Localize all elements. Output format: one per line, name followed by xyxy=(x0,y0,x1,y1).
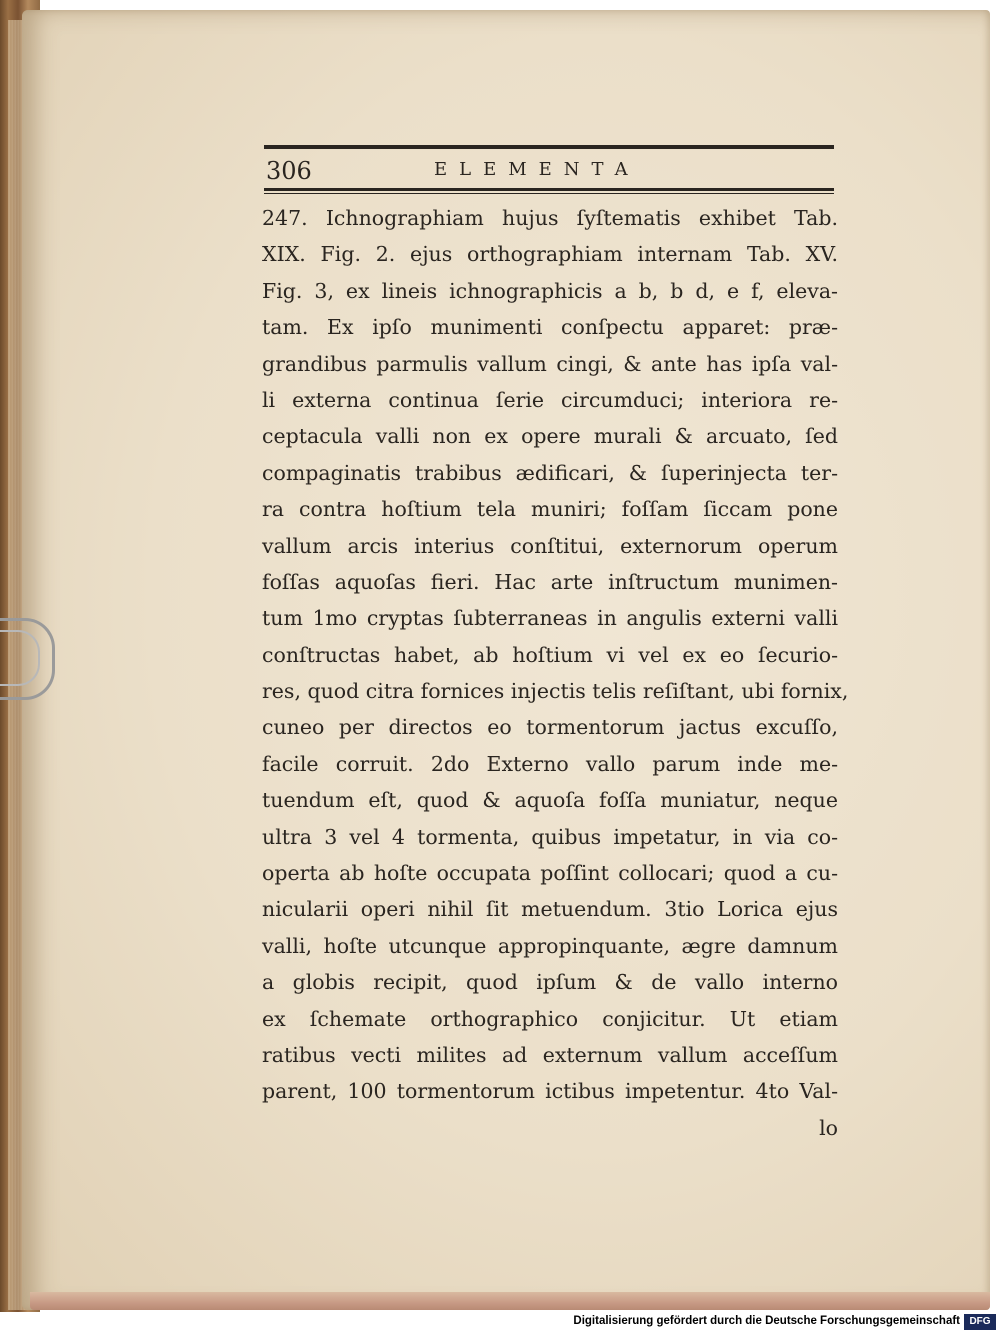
text-line: ceptacula valli non ex opere murali & arcuato, ſed xyxy=(262,424,838,449)
footer-bar xyxy=(0,1312,1000,1333)
catchword: lo xyxy=(819,1115,838,1140)
text-line: operta ab hoſte occupata poſſint collocari; quod a cu- xyxy=(262,861,838,886)
text-line: vallum arcis interius conſtitui, externorum operum xyxy=(262,533,838,558)
text-line: tuendum eſt, quod & aquoſa foſſa muniatur, neque xyxy=(262,788,838,813)
text-line: ultra 3 vel 4 tormenta, quibus impetatur, in via co- xyxy=(262,824,838,849)
page-number: 306 xyxy=(266,157,312,185)
text-line: tum 1mo cryptas ſubterraneas in angulis externi valli xyxy=(262,606,838,631)
footer-credit: Digitalisierung gefördert durch die Deutsche Forschungsgemeinschaft xyxy=(573,1315,960,1327)
text-line: ra contra hoſtium tela muniri; foſſam ſiccam pone xyxy=(262,497,838,522)
text-line: foſſas aquoſas fieri. Hac arte inſtructum munimen- xyxy=(262,569,838,594)
text-line: valli, hoſte utcunque appropinquante, ægre damnum xyxy=(262,933,838,958)
text-line: XIX. Fig. 2. ejus orthographiam internam Tab. XV. xyxy=(262,242,838,267)
text-line: ratibus vecti milites ad externum vallum acceſſum xyxy=(262,1042,838,1067)
text-line: grandibus parmulis vallum cingi, & ante has ipſa val- xyxy=(262,351,838,376)
body-text xyxy=(262,200,849,1146)
text-line: ex ſchemate orthographico conjicitur. Ut etiam xyxy=(262,1006,838,1031)
text-line: res, quod citra fornices injectis telis reſiſtant, ubi fornix, xyxy=(262,679,849,704)
text-line: Fig. 3, ex lineis ichnographicis a b, b d, e f, eleva- xyxy=(262,278,838,303)
text-line: a globis recipit, quod ipſum & de vallo interno xyxy=(262,970,838,995)
header-rule-top xyxy=(264,145,834,149)
text-line: compaginatis trabibus ædificari, & ſuperinjecta ter- xyxy=(262,460,838,485)
text-line: nicularii operi nihil ſit metuendum. 3tio Lorica ejus xyxy=(262,897,838,922)
text-line: cuneo per directos eo tormentorum jactus excuſſo, xyxy=(262,715,838,740)
paper-clip-inner xyxy=(0,630,40,686)
running-title: ELEMENTA xyxy=(434,159,640,180)
page-edge xyxy=(30,1292,990,1310)
page-header xyxy=(264,145,834,195)
text-line: tam. Ex ipſo munimenti conſpectu apparet: præ- xyxy=(262,315,838,340)
text-line: conſtructas habet, ab hoſtium vi vel ex eo ſecurio- xyxy=(262,642,838,667)
text-line: parent, 100 tormentorum ictibus impetentur. 4to Val- xyxy=(262,1079,838,1104)
header-rule-bottom xyxy=(264,188,834,191)
text-line: li externa continua ſerie circumduci; interiora re- xyxy=(262,387,838,412)
header-rule-bottom-thin xyxy=(264,193,834,194)
dfg-logo-icon: DFG xyxy=(964,1314,996,1330)
text-line: facile corruit. 2do Externo vallo parum inde me- xyxy=(262,751,838,776)
text-line: 247. Ichnographiam hujus ſyſtematis exhibet Tab. xyxy=(262,206,838,230)
